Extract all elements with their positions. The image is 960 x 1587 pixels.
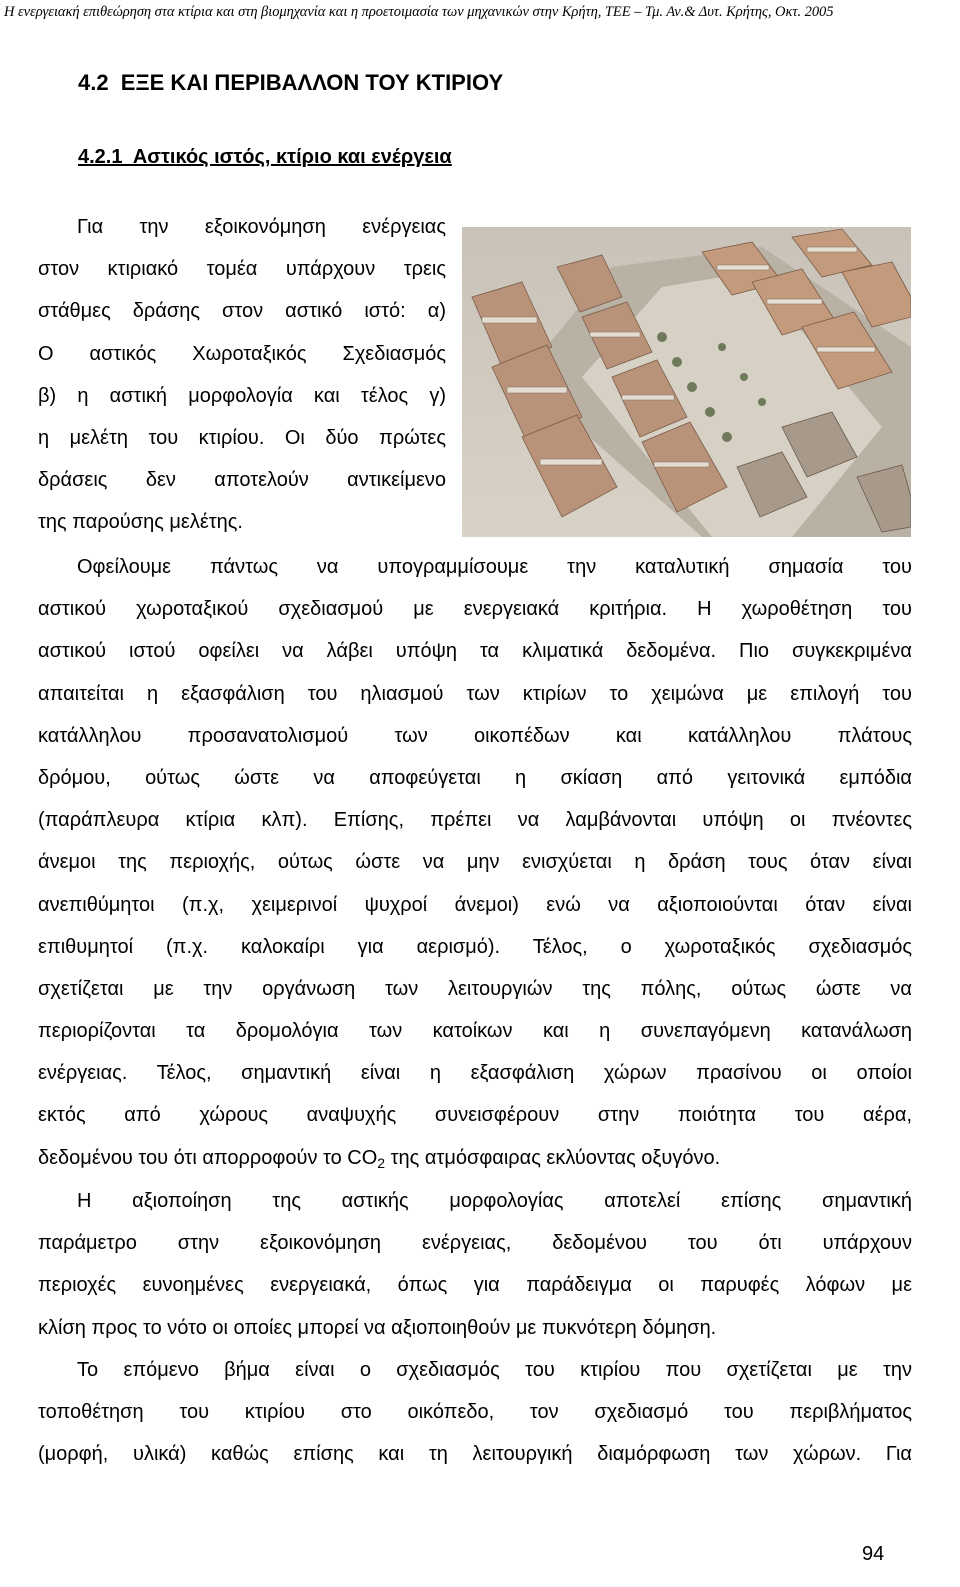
text-line: κλίση προς το νότο οι οποίες μπορεί να αξιοποιηθούν με πυκνότερη δόμηση. <box>38 1316 717 1339</box>
text-line: Ο αστικός Χωροταξικός Σχεδιασμός <box>38 342 446 365</box>
page-number: 94 <box>862 1543 885 1565</box>
text-line: δρόμου, ούτως ώστε να αποφεύγεται η σκίαση από γειτονικά εμπόδια <box>38 766 912 789</box>
text-line: αστικού χωροταξικού σχεδιασμού με ενεργειακά κριτήρια. Η χωροθέτηση του <box>38 598 912 621</box>
text-fragment: της ατμόσφαιρας εκλύοντας οξυγόνο. <box>385 1146 721 1169</box>
intro-paragraph <box>38 206 446 544</box>
text-line: (μορφή, υλικά) καθώς επίσης και τη λειτουργική διαμόρφωση των χώρων. Για <box>38 1443 912 1466</box>
subscript: 2 <box>377 1154 386 1171</box>
section-title: 4.2 ΕΞΕ ΚΑΙ ΠΕΡΙΒΑΛΛΟΝ ΤΟΥ ΚΤΙΡΙΟΥ <box>78 70 504 95</box>
text-line: Το επόμενο βήμα είναι ο σχεδιασμός του κτιρίου που σχετίζεται με την <box>77 1359 912 1381</box>
paragraph-3 <box>38 1349 912 1476</box>
text-line: Η αξιοποίηση της αστικής μορφολογίας αποτελεί επίσης σημαντική <box>77 1190 912 1212</box>
text-line: Οφείλουμε πάντως να υπογραμμίσουμε την καταλυτική σημασία του <box>77 556 912 578</box>
urban-development-aerial-photo <box>462 227 911 537</box>
text-line: ανεπιθύμητοι (π.χ, χειμερινοί ψυχροί άνεμοι) ενώ να αξιοποιούνται όταν είναι <box>38 893 912 916</box>
text-line: δράσεις δεν αποτελούν αντικείμενο <box>38 469 446 492</box>
paragraph-1 <box>38 546 912 1179</box>
text-line: στάθμες δράσης στον αστικό ιστό: α) <box>38 300 446 323</box>
paragraph-2 <box>38 1180 912 1349</box>
text-line: β) η αστική μορφολογία και τέλος γ) <box>38 384 446 407</box>
text-line: εκτός από χώρους αναψυχής συνεισφέρουν στην ποιότητα του αέρα, <box>38 1104 912 1127</box>
text-line: τοποθέτηση του κτιρίου στο οικόπεδο, τον σχεδιασμό του περιβλήματος <box>38 1401 912 1424</box>
text-fragment: δεδομένου του ότι απορροφούν το CO <box>38 1146 378 1169</box>
text-line: η μελέτη του κτιρίου. Οι δύο πρώτες <box>38 426 446 449</box>
text-line: ενέργειας. Τέλος, σημαντική είναι η εξασφάλιση χώρων πρασίνου οι οποίοι <box>38 1062 912 1085</box>
text-line: (παράπλευρα κτίρια κλπ). Επίσης, πρέπει να λαμβάνονται υπόψη οι πνέοντες <box>38 809 912 832</box>
text-line <box>38 1137 912 1179</box>
text-line: στον κτιριακό τομέα υπάρχουν τρεις <box>38 258 446 281</box>
text-line: παράμετρο στην εξοικονόμηση ενέργειας, δεδομένου του ότι υπάρχουν <box>38 1232 912 1255</box>
text-line: άνεμοι της περιοχής, ούτως ώστε να μην ενισχύεται η δράση τους όταν είναι <box>38 851 912 874</box>
text-line: αστικού ιστού οφείλει να λάβει υπόψη τα κλιματικά δεδομένα. Πιο συγκεκριμένα <box>38 640 912 663</box>
text-line: κατάλληλου προσανατολισμού των οικοπέδων και κατάλληλου πλάτους <box>38 724 912 747</box>
text-line: επιθυμητοί (π.χ. καλοκαίρι για αερισμό). Τέλος, ο χωροταξικός σχεδιασμός <box>38 935 912 958</box>
text-line: της παρούσης μελέτης. <box>38 511 243 534</box>
running-header: Η ενεργειακή επιθεώρηση στα κτίρια και στη βιομηχανία και η προετοιμασία των μηχανικών στην Κρήτη, ΤΕΕ – Τμ. Αν.& Δυτ. Κρήτης, Οκτ. 2005 <box>4 4 834 20</box>
subsection-title: 4.2.1 Αστικός ιστός, κτίριο και ενέργεια <box>78 146 452 168</box>
text-line: απαιτείται η εξασφάλιση του ηλιασμού των κτιρίων το χειμώνα με επιλογή του <box>38 682 912 705</box>
text-line: περιοχές ευνοημένες ενεργειακά, όπως για παράδειγμα οι παρυφές λόφων με <box>38 1274 912 1297</box>
text-line: σχετίζεται με την οργάνωση των λειτουργιών της πόλης, ούτως ώστε να <box>38 977 912 1000</box>
text-line: περιορίζονται τα δρομολόγια των κατοίκων και η συνεπαγόμενη κατανάλωση <box>38 1020 912 1043</box>
text-line: Για την εξοικονόμηση ενέργειας <box>77 216 446 238</box>
